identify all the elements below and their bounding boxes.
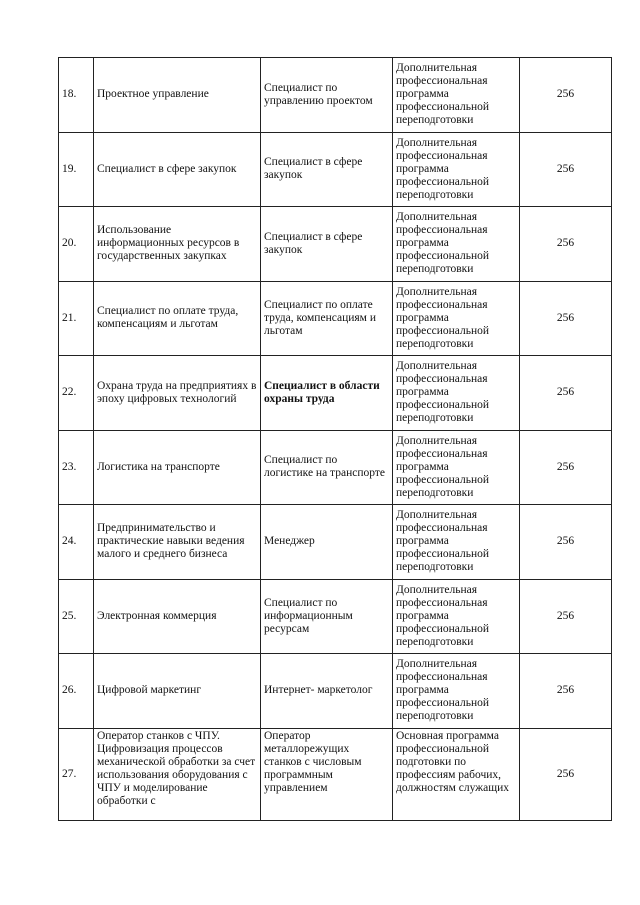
program-name: Логистика на транспорте xyxy=(94,430,261,505)
program-name: Охрана труда на предприятиях в эпоху цифровых технологий xyxy=(94,356,261,431)
program-name: Специалист по оплате труда, компенсациям и льготам xyxy=(94,281,261,356)
program-name: Цифровой маркетинг xyxy=(94,654,261,729)
hours: 256 xyxy=(520,728,612,820)
program-name: Проектное управление xyxy=(94,58,261,133)
hours: 256 xyxy=(520,207,612,282)
qualification: Специалист по управлению проектом xyxy=(261,58,393,133)
hours: 256 xyxy=(520,281,612,356)
table-row xyxy=(59,356,612,431)
row-number: 23. xyxy=(59,430,94,505)
program-type: Основная программа профессиональной подготовки по профессиям рабочих, должностям служащих xyxy=(393,728,520,820)
program-type: Дополнительная профессиональная программа профессиональной переподготовки xyxy=(393,207,520,282)
hours: 256 xyxy=(520,654,612,729)
program-type: Дополнительная профессиональная программа профессиональной переподготовки xyxy=(393,281,520,356)
program-type: Дополнительная профессиональная программа профессиональной переподготовки xyxy=(393,505,520,580)
qualification: Специалист по информационным ресурсам xyxy=(261,579,393,654)
qualification: Специалист в сфере закупок xyxy=(261,207,393,282)
table-row xyxy=(59,505,612,580)
row-number: 26. xyxy=(59,654,94,729)
hours: 256 xyxy=(520,132,612,207)
row-number: 18. xyxy=(59,58,94,133)
row-number: 20. xyxy=(59,207,94,282)
program-type: Дополнительная профессиональная программа профессиональной переподготовки xyxy=(393,654,520,729)
hours: 256 xyxy=(520,579,612,654)
qualification: Специалист по логистике на транспорте xyxy=(261,430,393,505)
program-type: Дополнительная профессиональная программа профессиональной переподготовки xyxy=(393,132,520,207)
program-type: Дополнительная профессиональная программа профессиональной переподготовки xyxy=(393,58,520,133)
qualification: Менеджер xyxy=(261,505,393,580)
programs-table xyxy=(58,57,612,821)
row-number: 25. xyxy=(59,579,94,654)
hours: 256 xyxy=(520,58,612,133)
qualification: Интернет- маркетолог xyxy=(261,654,393,729)
row-number: 22. xyxy=(59,356,94,431)
qualification: Специалист по оплате труда, компенсациям и льготам xyxy=(261,281,393,356)
program-name: Электронная коммерция xyxy=(94,579,261,654)
row-number: 21. xyxy=(59,281,94,356)
table-row xyxy=(59,207,612,282)
row-number: 24. xyxy=(59,505,94,580)
program-name: Предпринимательство и практические навыки ведения малого и среднего бизнеса xyxy=(94,505,261,580)
qualification: Специалист в области охраны труда xyxy=(261,356,393,431)
table-row xyxy=(59,728,612,820)
row-number: 19. xyxy=(59,132,94,207)
hours: 256 xyxy=(520,430,612,505)
hours: 256 xyxy=(520,505,612,580)
row-number: 27. xyxy=(59,728,94,820)
program-name: Использование информационных ресурсов в государственных закупках xyxy=(94,207,261,282)
table-row xyxy=(59,654,612,729)
qualification: Оператор металлорежущих станков с числовым программным управлением xyxy=(261,728,393,820)
program-type: Дополнительная профессиональная программа профессиональной переподготовки xyxy=(393,430,520,505)
program-type: Дополнительная профессиональная программа профессиональной переподготовки xyxy=(393,356,520,431)
program-type: Дополнительная профессиональная программа профессиональной переподготовки xyxy=(393,579,520,654)
program-name: Оператор станков с ЧПУ. Цифровизация процессов механической обработки за счет использования оборудования с ЧПУ и моделирование обработки с xyxy=(94,728,261,820)
table-row xyxy=(59,430,612,505)
table-row xyxy=(59,281,612,356)
qualification: Специалист в сфере закупок xyxy=(261,132,393,207)
program-name: Специалист в сфере закупок xyxy=(94,132,261,207)
hours: 256 xyxy=(520,356,612,431)
table-row xyxy=(59,132,612,207)
table-row xyxy=(59,58,612,133)
table-row xyxy=(59,579,612,654)
